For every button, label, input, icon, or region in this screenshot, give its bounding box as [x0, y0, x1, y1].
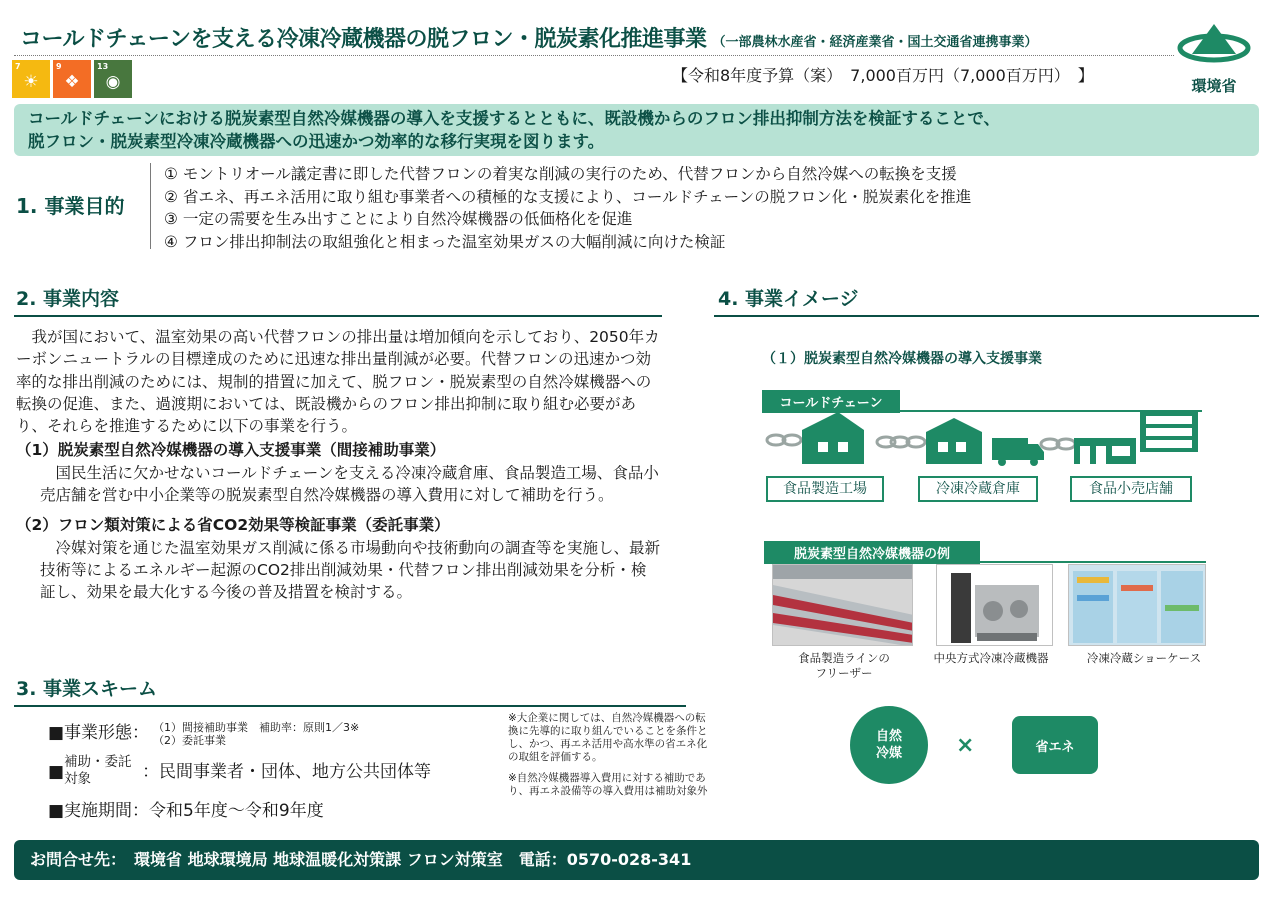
chain-item-store: 食品小売店舗	[1070, 476, 1192, 502]
times-icon: ×	[956, 733, 975, 758]
purpose-item: ④ フロン排出抑制法の取組強化と相まった温室効果ガスの大幅削減に向けた検証	[164, 232, 726, 251]
energy-saving-box: 省エネ	[1012, 716, 1098, 774]
scheme-notes	[508, 712, 708, 798]
content-sub1-title: （1）脱炭素型自然冷媒機器の導入支援事業（間接補助事業）	[16, 441, 446, 460]
ministry-logo-text: 環境省	[1191, 77, 1237, 95]
cubes-icon: ❖	[64, 72, 80, 92]
content-sub2-title: （2）フロン類対策による省CO2効果等検証事業（委託事業）	[16, 516, 450, 535]
showcase-caption: 冷凍冷蔵ショーケース	[1086, 651, 1202, 665]
cold-chain-tag: コールドチェーン	[762, 390, 900, 413]
truck-icon	[992, 438, 1044, 466]
content-body	[16, 326, 661, 604]
sdg-7-icon	[12, 60, 50, 98]
scheme-note: ※大企業に関しては、自然冷媒機器への転換に先導的に取り組んでいることを条件とし、かつ、再エネ活用や高水準の省エネ化の取組を評価する。	[508, 712, 708, 763]
content-intro: 我が国において、温室効果の高い代替フロンの排出量は増加傾向を示しており、2050年カーボンニュートラルの目標達成のために迅速な排出量削減が必要。代替フロンの迅速かつ効率的な排出削減のためには、規制的措置に加えて、脱フロン・脱炭素型の自然冷媒機器への転換の促進、また、過渡期においては、既設機からのフロン排出抑制に取り組む必要があり、それらを推進するために以下の事業を行う。	[16, 328, 660, 436]
chain-item-warehouse: 冷凍冷蔵倉庫	[918, 476, 1038, 502]
content-sub1-body: 国民生活に欠かせないコールドチェーンを支える冷凍冷蔵倉庫、食品製造工場、食品小売店舗を営む中小企業等の脱炭素型自然冷媒機器の導入費用に対して補助を行う。	[40, 463, 659, 505]
scheme-target-label: 対象	[64, 771, 92, 787]
purpose-item: ② 省エネ、再エネ活用に取り組む事業者への積極的な支援により、コールドチェーンの脱フロン化・脱炭素化を推進	[164, 187, 972, 206]
ministry-logo-icon	[1172, 20, 1256, 76]
image-heading: 4. 事業イメージ	[718, 288, 859, 310]
purpose-item: ① モントリオール議定書に即した代替フロンの着実な削減の実行のため、代替フロンから自然冷媒への転換を支援	[164, 165, 957, 183]
purpose-divider	[150, 163, 151, 249]
cold-chain-illustration	[760, 408, 1220, 478]
showcase-icon	[1140, 410, 1198, 452]
eye-icon: ◉	[105, 72, 121, 92]
chain-item-factory: 食品製造工場	[766, 476, 884, 502]
examples-tag: 脱炭素型自然冷媒機器の例	[764, 541, 980, 564]
purpose-list	[164, 163, 971, 253]
title-note: （一部農林水産省・経済産業省・国土交通省連携事業）	[712, 35, 1038, 50]
scheme-block	[48, 718, 508, 821]
sdg-number: 9	[56, 62, 62, 71]
scheme-target-value: ：民間事業者・団体、地方公共団体等	[142, 762, 432, 782]
title-main: コールドチェーンを支える冷凍冷蔵機器の脱フロン・脱炭素化推進事業	[20, 27, 707, 52]
contact-footer: お問合せ先： 環境省 地球環境局 地球温暖化対策課 フロン対策室 電話：0570-028-341	[14, 840, 1259, 880]
sdg-number: 7	[15, 62, 21, 71]
scheme-form-line: （2）委託事業	[153, 734, 227, 747]
purpose-item: ③ 一定の需要を生み出すことにより自然冷媒機器の低価格化を促進	[164, 210, 633, 228]
budget-amount: 【令和8年度予算（案） 7,000百万円（7,000百万円） 】	[672, 66, 1094, 85]
image-subheading: （１）脱炭素型自然冷媒機器の導入支援事業	[762, 351, 1042, 367]
image-heading-rule	[714, 315, 1259, 317]
central-refrigeration-photo	[936, 564, 1053, 646]
sdg-number: 13	[97, 62, 109, 71]
freezer-line-photo	[772, 564, 913, 646]
circle-line: 冷媒	[875, 746, 902, 761]
natural-refrigerant-circle	[850, 706, 928, 784]
central-refrigeration-caption: 中央方式冷凍冷蔵機器	[933, 651, 1049, 665]
summary-box	[14, 104, 1259, 156]
scheme-target-mark: ■	[48, 762, 65, 782]
sdg-9-icon	[53, 60, 91, 98]
scheme-period: ■実施期間：令和5年度～令和9年度	[48, 801, 324, 821]
examples-rule	[764, 561, 1206, 563]
scheme-form-label: ■事業形態：	[48, 723, 150, 743]
warehouse-icon	[926, 418, 982, 464]
showcase-photo	[1068, 564, 1206, 646]
content-sub2-body: 冷媒対策を通じた温室効果ガス削減に係る市場動向や技術動向の調査等を実施し、最新技術等によるエネルギー起源のCO2排出削減効果・代替フロン排出削減効果を分析・検証し、効果を最大化する今後の普及措置を検討する。	[40, 538, 661, 602]
freezer-line-caption	[782, 651, 906, 681]
title-divider	[14, 55, 1174, 56]
scheme-heading-rule	[14, 705, 686, 707]
summary-line: 脱フロン・脱炭素型冷凍冷蔵機器への迅速かつ効率的な移行実現を図ります。	[28, 132, 605, 151]
scheme-note: ※自然冷媒機器導入費用に対する補助であり、再エネ設備等の導入費用は補助対象外	[508, 772, 708, 797]
purpose-heading: 1. 事業目的	[16, 194, 125, 218]
scheme-form-line: （1）間接補助事業 補助率：原則1／3※	[153, 721, 360, 734]
ministry-logo	[1172, 20, 1256, 96]
page-title	[20, 22, 1037, 53]
circle-line: 自然	[875, 729, 902, 744]
scheme-target-label: 補助・委託	[64, 754, 132, 770]
store-icon	[1074, 438, 1136, 464]
content-heading-rule	[14, 315, 662, 317]
content-heading: 2. 事業内容	[16, 288, 120, 310]
sdg-icons	[12, 60, 132, 98]
caption-line: フリーザー	[815, 666, 873, 680]
sun-icon: ☀	[23, 72, 39, 92]
summary-line: コールドチェーンにおける脱炭素型自然冷媒機器の導入を支援するとともに、既設機からのフロン排出抑制方法を検証することで、	[28, 109, 1001, 128]
factory-icon	[802, 412, 864, 464]
sdg-13-icon	[94, 60, 132, 98]
caption-line: 食品製造ラインの	[798, 651, 890, 665]
scheme-heading: 3. 事業スキーム	[16, 678, 158, 700]
